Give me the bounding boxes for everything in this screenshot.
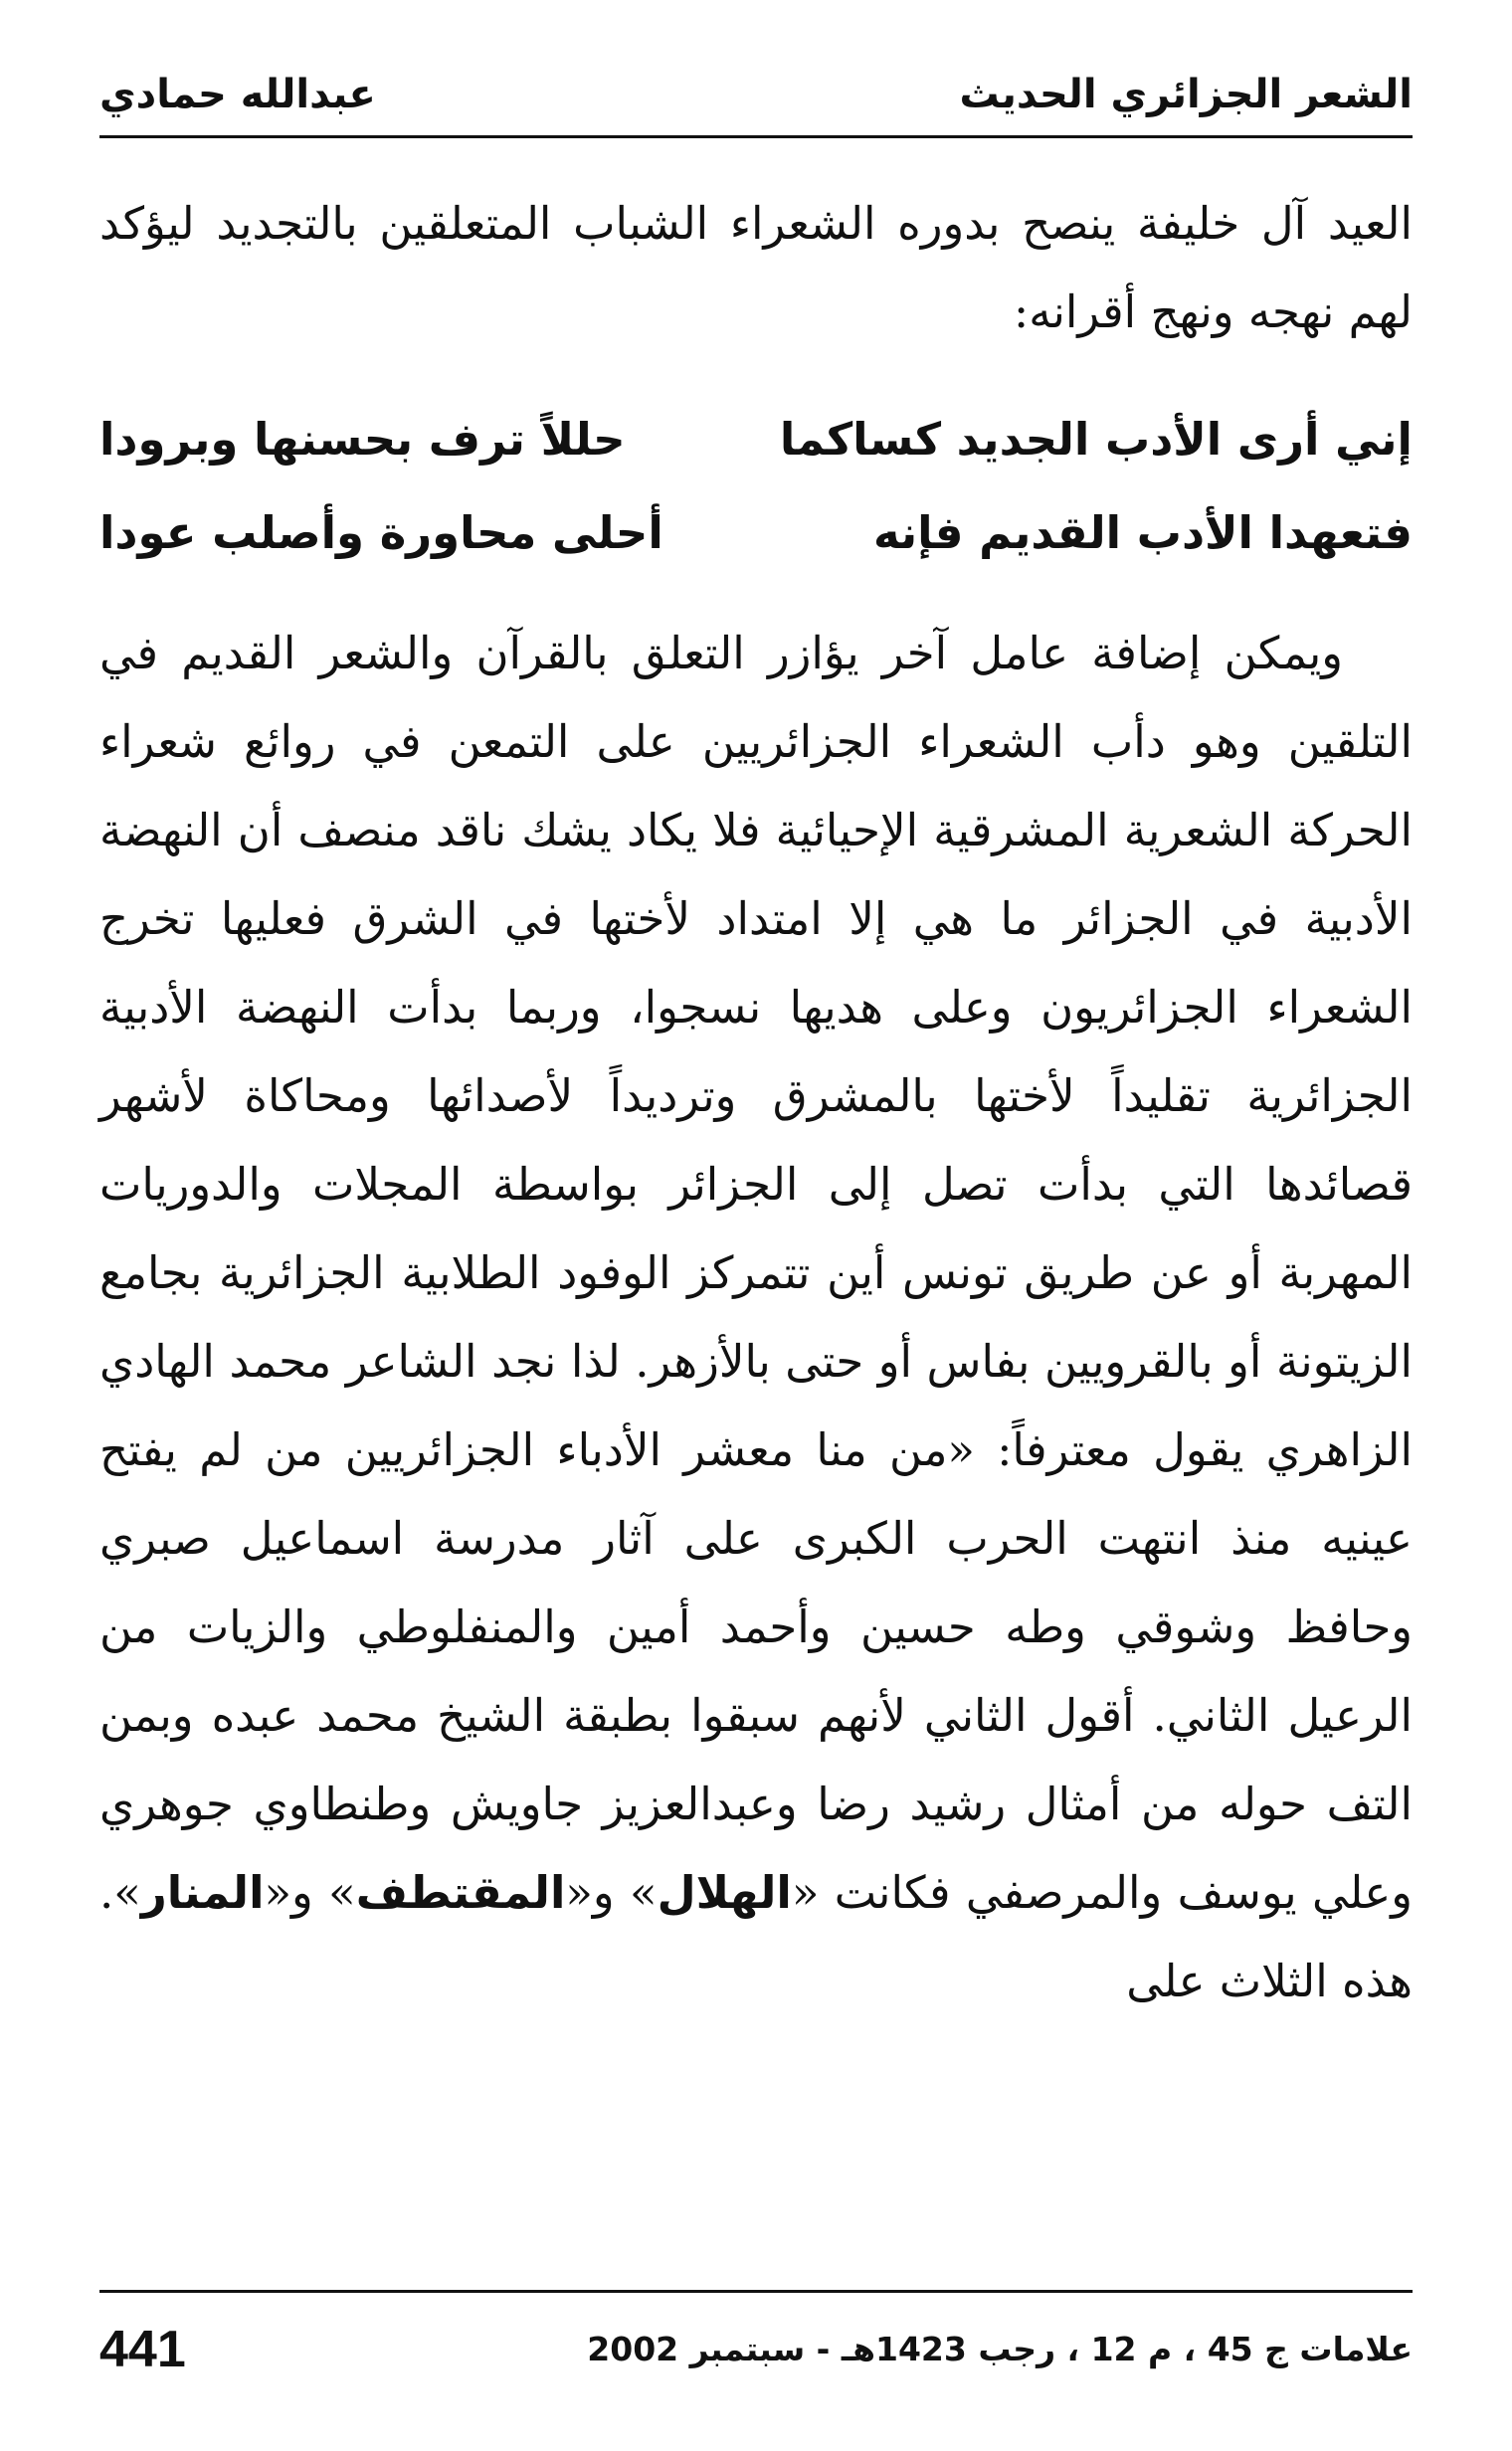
- verse-second-hemistich: حللاً ترف بحسنها وبرودا: [99, 412, 626, 466]
- verse-second-hemistich: أحلى محاورة وأصلب عودا: [99, 505, 663, 559]
- journal-citation: علامات ج 45 ، م 12 ، رجب 1423هـ - سبتمبر 2002: [587, 2330, 1413, 2368]
- author-name: عبدالله حمادي: [99, 72, 376, 117]
- verse-first-hemistich: إني أرى الأدب الجديد كساكما: [779, 412, 1413, 466]
- book-title: الشعر الجزائري الحديث: [959, 72, 1413, 117]
- conjunction: » و«: [565, 1866, 658, 1919]
- magazine-title-muqtataf: المقتطف: [355, 1866, 566, 1919]
- paragraph-text: ويمكن إضافة عامل آخر يؤازر التعلق بالقرآن والشعر القديم في التلقين وهو دأب الشعراء الجزائريين على التمعن في روائع شعراء الحركة الشعرية المشرقية الإحيائية فلا يكاد يشك ناقد منصف أن النهضة الأدبية في الجزائر ما هي إلا امتداد لأختها في الشرق فعليها تخرج الشعراء الجزائريون وعلى هديها نسجوا، وربما بدأت النهضة الأدبية الجزائرية تقليداً لأختها بالمشرق وترديداً لأصدائها ومحاكاة لأشهر قصائدها التي بدأت تصل إلى الجزائر بواسطة المجلات والدوريات المهربة أو عن طريق تونس أين تتمركز الوفود الطلابية الجزائرية بجامع الزيتونة أو بالقرويين بفاس أو حتى بالأزهر. لذا نجد الشاعر محمد الهادي الزاهري يقول معترفاً: «من منا معشر الأدباء الجزائريين من لم يفتح عينيه منذ انتهت الحرب الكبرى على آثار مدرسة اسماعيل صبري وحافظ وشوقي وطه حسين وأحمد أمين والمنفلوطي والزيات من الرعيل الثاني. أقول الثاني لأنهم سبقوا بطبقة الشيخ محمد عبده وبمن التف حوله من أمثال رشيد رضا وعبدالعزيز جاويش وطنطاوي جوهري وعلي يوسف والمرصفي فكانت: [99, 627, 1413, 1919]
- page-number: 441: [99, 2321, 186, 2378]
- page-body: [99, 179, 1413, 2025]
- magazine-title-manar: المنار: [140, 1866, 265, 1919]
- book-page: [99, 40, 1413, 2427]
- magazine-title-hilal: الهلال: [657, 1866, 792, 1919]
- intro-paragraph: العيد آل خليفة ينصح بدوره الشعراء الشباب المتعلقين بالتجديد ليؤكد لهم نهجه ونهج أقرانه:: [99, 197, 1413, 338]
- footer-divider: [99, 2290, 1413, 2293]
- paragraph-text-end: ». هذه الثلاث على: [99, 1866, 1413, 2007]
- quote-mark: «: [791, 1866, 835, 1919]
- conjunction: » و«: [264, 1866, 356, 1919]
- verse-first-hemistich: فتعهدا الأدب القديم فإنه: [872, 505, 1413, 559]
- main-paragraph: [99, 609, 1413, 2025]
- running-header: [99, 60, 1413, 129]
- header-divider: [99, 135, 1413, 138]
- verse-line: [99, 485, 1413, 579]
- page-footer: [99, 2310, 1413, 2389]
- verse-line: [99, 392, 1413, 485]
- poem-verses: [99, 392, 1413, 579]
